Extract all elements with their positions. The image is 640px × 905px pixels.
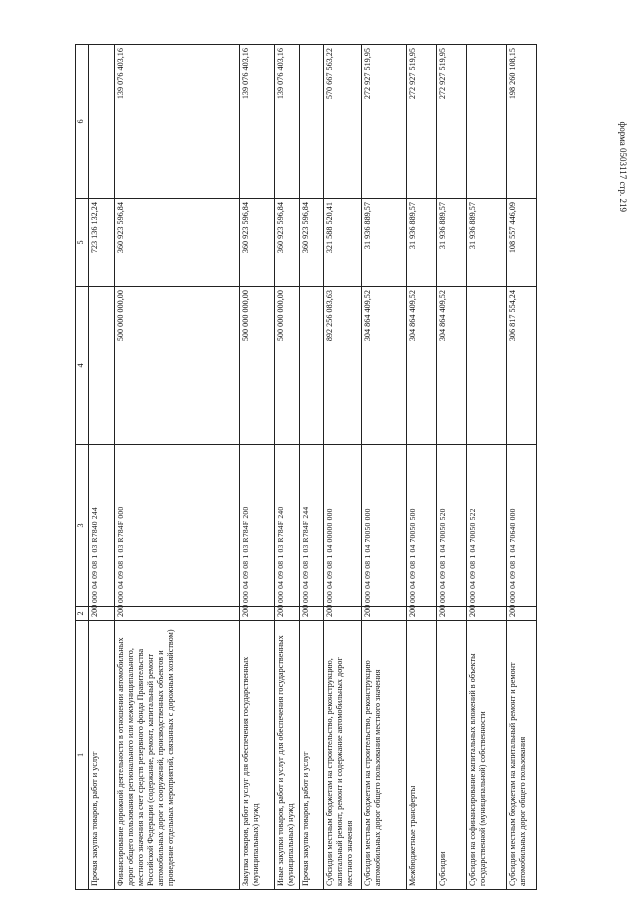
column-header: 4	[76, 287, 89, 445]
column-header: 6	[76, 45, 89, 199]
approved-amount: 500 000 000,00	[115, 287, 240, 445]
executed-amount: 360 923 596,84	[300, 199, 324, 287]
unexecuted-amount: 570 667 563,22	[324, 45, 362, 199]
row-name: Финансирование дорожной деятельности в отношении автомобильных дорог общего пользования регионального или межмуниципального, местного значения за счет средств резервного фонда Правительства Российской Федерации (содержание, ремонт, капитальный ремонт автомобильных дорог и сооружений, производственных объектов и проведение отдельных мероприятий, связанных с дорожным хозяйством)	[115, 621, 240, 890]
unexecuted-amount: 198 260 108,15	[507, 45, 537, 199]
approved-amount: 304 864 409,52	[407, 287, 437, 445]
line-code: 200	[240, 607, 275, 621]
form-label: форма 0503117 стр. 219	[618, 121, 628, 212]
approved-amount: 306 817 554,24	[507, 287, 537, 445]
executed-amount: 360 923 596,84	[115, 199, 240, 287]
executed-amount: 31 936 889,57	[407, 199, 437, 287]
budget-code: 000 04 09 08 1 04 70050 522	[467, 445, 507, 607]
table-row	[275, 45, 300, 890]
unexecuted-amount: 272 927 519,95	[407, 45, 437, 199]
column-header: 1	[76, 621, 89, 890]
row-name: Субсидии местным бюджетам на строительство, реконструкцию, капитальный ремонт, ремонт и содержание автомобильных дорог местного значения	[324, 621, 362, 890]
row-name: Субсидии на софинансирование капитальных вложений в объекты государственной (муниципальной) собственности	[467, 621, 507, 890]
executed-amount: 31 936 889,57	[467, 199, 507, 287]
unexecuted-amount	[89, 45, 115, 199]
budget-table	[75, 44, 537, 890]
table-row	[407, 45, 437, 890]
line-code: 200	[407, 607, 437, 621]
table-row	[300, 45, 324, 890]
budget-code: 000 04 09 08 1 04 00000 000	[324, 445, 362, 607]
column-header: 5	[76, 199, 89, 287]
row-name: Межбюджетные трансферты	[407, 621, 437, 890]
form-header	[613, 12, 633, 212]
budget-code: 000 04 09 08 1 04 70640 000	[507, 445, 537, 607]
unexecuted-amount: 139 076 403,16	[240, 45, 275, 199]
unexecuted-amount	[467, 45, 507, 199]
unexecuted-amount: 272 927 519,95	[437, 45, 467, 199]
approved-amount	[467, 287, 507, 445]
row-name: Субсидии местным бюджетам на капитальный ремонт и ремонт автомобильных дорог общего пользования	[507, 621, 537, 890]
budget-code: 000 04 09 08 1 03 R784F 244	[300, 445, 324, 607]
table-row	[115, 45, 240, 890]
row-name: Субсидии местным бюджетам на строительство, реконструкцию автомобильных дорог общего пользования местного значения	[362, 621, 407, 890]
executed-amount: 360 923 596,84	[240, 199, 275, 287]
budget-code: 000 04 09 08 1 04 70050 000	[362, 445, 407, 607]
table-row	[467, 45, 507, 890]
table-row	[362, 45, 407, 890]
line-code: 200	[89, 607, 115, 621]
row-name: Закупка товаров, работ и услуг для обеспечения государственных (муниципальных) нужд	[240, 621, 275, 890]
executed-amount: 31 936 889,57	[362, 199, 407, 287]
report-table-rotated	[75, 45, 575, 890]
unexecuted-amount: 272 927 519,95	[362, 45, 407, 199]
budget-code: 000 04 09 08 1 03 R784F 000	[115, 445, 240, 607]
unexecuted-amount: 139 076 403,16	[115, 45, 240, 199]
unexecuted-amount: 139 076 403,16	[275, 45, 300, 199]
line-code: 200	[115, 607, 240, 621]
budget-code: 000 04 09 08 1 03 R784F 240	[275, 445, 300, 607]
budget-code: 000 04 09 08 1 03 R784F 200	[240, 445, 275, 607]
budget-code: 000 04 09 08 1 04 70050 520	[437, 445, 467, 607]
line-code: 200	[362, 607, 407, 621]
column-header-row	[76, 45, 89, 890]
executed-amount: 108 557 446,09	[507, 199, 537, 287]
approved-amount	[89, 287, 115, 445]
executed-amount: 723 136 132,24	[89, 199, 115, 287]
unexecuted-amount	[300, 45, 324, 199]
row-name: Иные закупки товаров, работ и услуг для обеспечения государственных (муниципальных) нужд	[275, 621, 300, 890]
column-header: 3	[76, 445, 89, 607]
row-name: Субсидии	[437, 621, 467, 890]
executed-amount: 321 588 520,41	[324, 199, 362, 287]
executed-amount: 31 936 889,57	[437, 199, 467, 287]
budget-code: 000 04 09 08 1 04 70050 500	[407, 445, 437, 607]
approved-amount: 304 864 409,52	[437, 287, 467, 445]
approved-amount: 892 256 083,63	[324, 287, 362, 445]
table-row	[89, 45, 115, 890]
line-code: 200	[437, 607, 467, 621]
line-code: 200	[467, 607, 507, 621]
line-code: 200	[324, 607, 362, 621]
budget-code: 000 04 09 08 1 03 R7840 244	[89, 445, 115, 607]
approved-amount: 500 000 000,00	[275, 287, 300, 445]
table-row	[507, 45, 537, 890]
report-page	[75, 45, 575, 890]
line-code: 200	[507, 607, 537, 621]
executed-amount: 360 923 596,84	[275, 199, 300, 287]
row-name: Прочая закупка товаров, работ и услуг	[89, 621, 115, 890]
table-row	[324, 45, 362, 890]
approved-amount: 304 864 409,52	[362, 287, 407, 445]
line-code: 200	[300, 607, 324, 621]
table-row	[240, 45, 275, 890]
column-header: 2	[76, 607, 89, 621]
approved-amount: 500 000 000,00	[240, 287, 275, 445]
table-row	[437, 45, 467, 890]
line-code: 200	[275, 607, 300, 621]
row-name: Прочая закупка товаров, работ и услуг	[300, 621, 324, 890]
approved-amount	[300, 287, 324, 445]
